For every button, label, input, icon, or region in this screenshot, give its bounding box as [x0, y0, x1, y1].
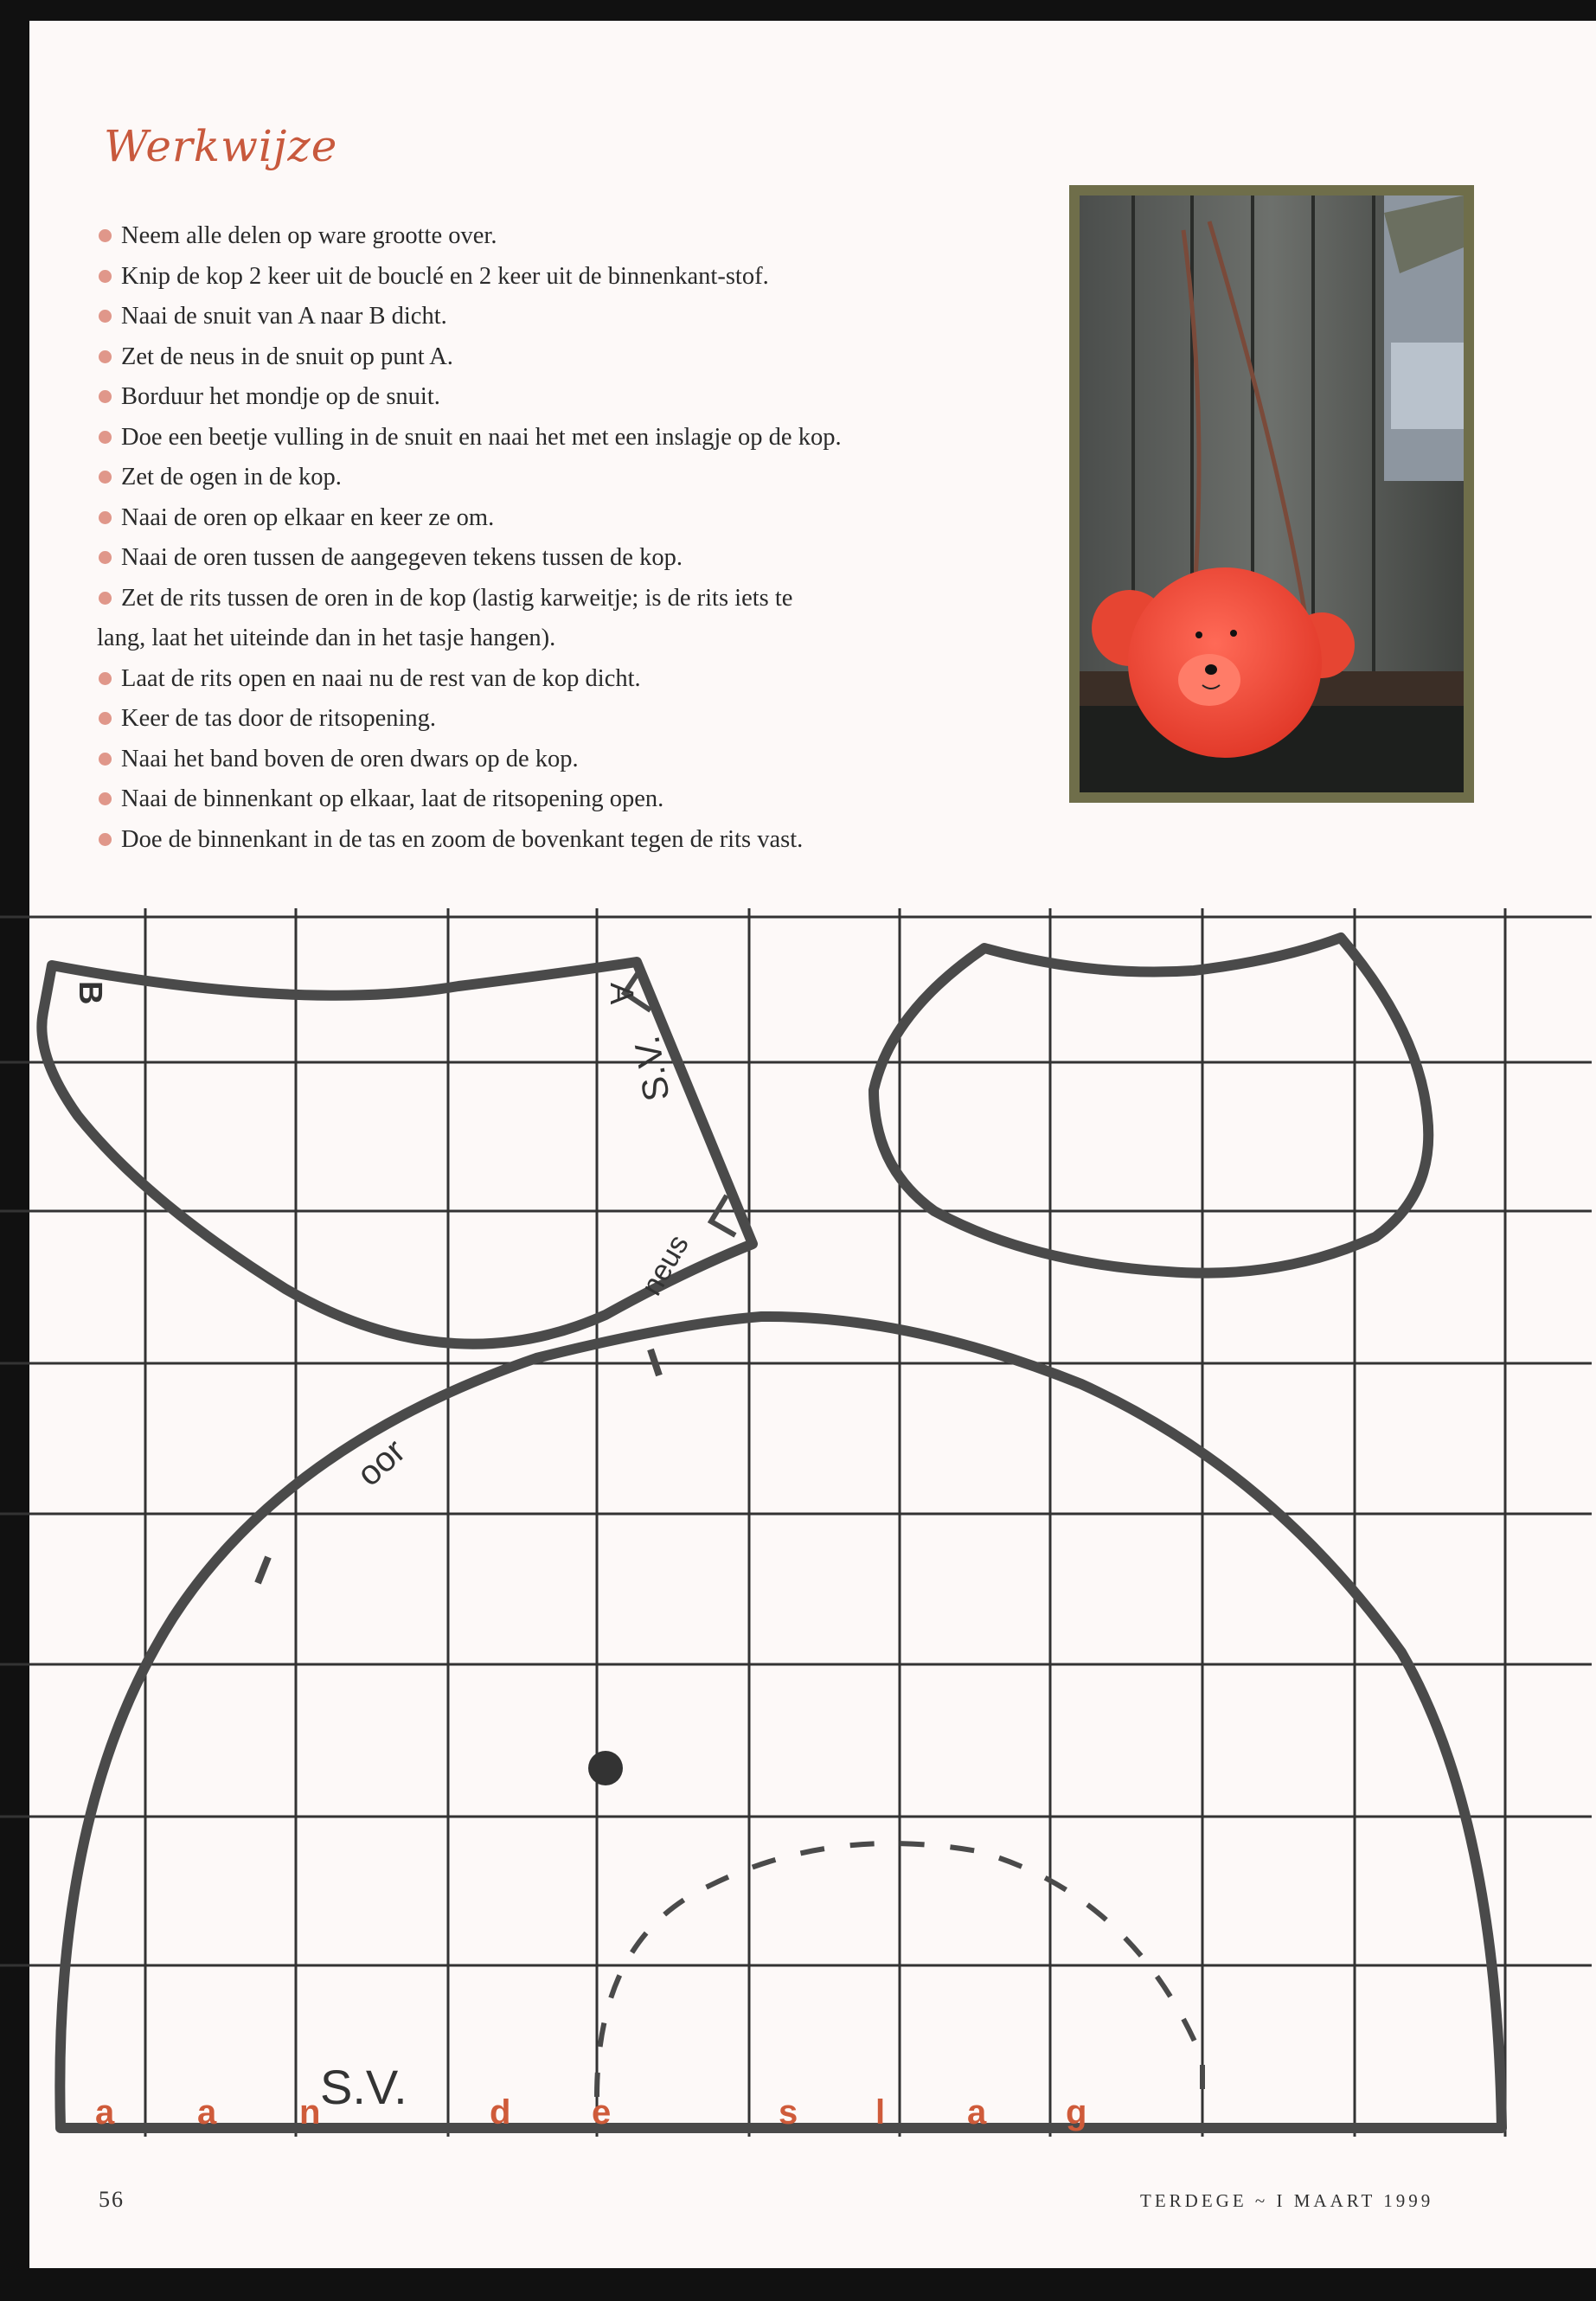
issue-line: TERDEGE ~ I MAART 1999	[1140, 2190, 1434, 2211]
bullet-dot-icon	[99, 511, 112, 524]
bullet-dot-icon	[99, 471, 112, 484]
instruction-item: Naai de snuit van A naar B dicht.	[97, 297, 1066, 337]
bullet-dot-icon	[99, 592, 112, 605]
label-sv-snout: S.V.	[625, 1033, 677, 1105]
caption-letter: l	[875, 2093, 886, 2131]
caption-letter: a	[95, 2093, 115, 2131]
ear-position-mark	[258, 1557, 268, 1583]
sewing-pattern	[0, 900, 1596, 2171]
instruction-item: Zet de neus in de snuit op punt A.	[97, 337, 1066, 378]
label-sv-head: S.V.	[320, 2060, 407, 2114]
caption-letter: n	[299, 2093, 321, 2131]
bullet-dot-icon	[99, 350, 112, 363]
instruction-item: Naai de oren tussen de aangegeven tekens tussen de kop.	[97, 538, 1066, 579]
section-heading: Werkwijze	[104, 121, 338, 171]
ear-piece	[874, 938, 1428, 1273]
eye-position-dot	[588, 1751, 623, 1785]
bullet-dot-icon	[99, 310, 112, 323]
bullet-dot-icon	[99, 270, 112, 283]
bullet-dot-icon	[99, 753, 112, 766]
caption-letter: g	[1066, 2093, 1087, 2131]
label-a: A	[603, 983, 639, 1005]
bullet-dot-icon	[99, 672, 112, 685]
label-b: B	[72, 981, 108, 1005]
photo-bear-bag-on-fence	[1080, 195, 1464, 792]
instruction-item: Naai de oren op elkaar en keer ze om.	[97, 498, 1066, 539]
instruction-item: Borduur het mondje op de snuit.	[97, 377, 1066, 418]
head-piece	[60, 1317, 1502, 2128]
instruction-continuation: lang, laat het uiteinde dan in het tasje hangen).	[97, 625, 556, 651]
instruction-item: Naai het band boven de oren dwars op de kop.	[97, 740, 1066, 780]
instruction-item: Neem alle delen op ware grootte over.	[97, 216, 1066, 257]
instruction-item: Doe de binnenkant in de tas en zoom de bovenkant tegen de rits vast.	[97, 820, 1066, 861]
bullet-dot-icon	[99, 712, 112, 725]
caption-letter: a	[197, 2093, 217, 2131]
bullet-dot-icon	[99, 229, 112, 242]
pattern-grid	[0, 908, 1592, 2137]
bullet-dot-icon	[99, 792, 112, 805]
instruction-item: Laat de rits open en naai nu de rest van de kop dicht.	[97, 659, 1066, 700]
scan-border-bottom	[0, 2268, 1596, 2301]
instruction-item: Doe een beetje vulling in de snuit en naai het met een inslagje op de kop.	[97, 418, 1066, 458]
section-caption	[0, 2093, 1596, 2145]
instruction-list	[97, 216, 1066, 860]
page-number: 56	[99, 2187, 125, 2212]
bullet-dot-icon	[99, 833, 112, 846]
label-oor: oor	[349, 1432, 413, 1494]
bullet-dot-icon	[99, 390, 112, 403]
instruction-item: Keer de tas door de ritsopening.	[97, 699, 1066, 740]
instruction-item: Zet de rits tussen de oren in de kop (lastig karweitje; is de rits iets te lang, laat het uiteinde dan in het tasje hangen).	[97, 579, 1066, 659]
instruction-item: Zet de ogen in de kop.	[97, 458, 1066, 498]
scan-border-top	[0, 0, 1596, 21]
bullet-dot-icon	[99, 431, 112, 444]
caption-letter: e	[592, 2093, 612, 2131]
ear-position-mark	[651, 1349, 659, 1375]
caption-letter: a	[967, 2093, 987, 2131]
instruction-item: Knip de kop 2 keer uit de bouclé en 2 keer uit de binnenkant-stof.	[97, 257, 1066, 298]
product-photo	[1069, 185, 1474, 803]
bullet-dot-icon	[99, 551, 112, 564]
label-neus: neus	[635, 1229, 695, 1301]
caption-letter: d	[490, 2093, 511, 2131]
instruction-item: Naai de binnenkant op elkaar, laat de ritsopening open.	[97, 779, 1066, 820]
caption-letter: s	[779, 2093, 798, 2131]
